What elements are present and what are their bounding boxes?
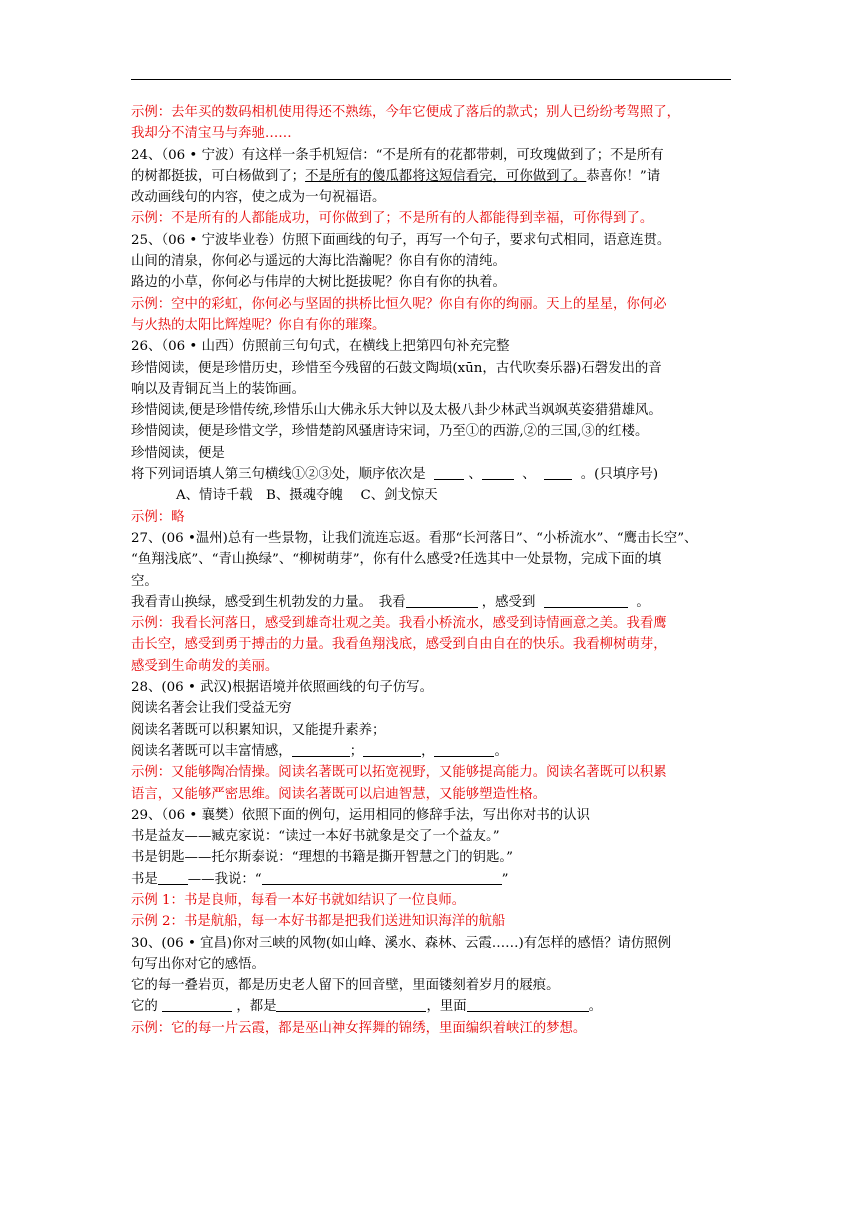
question-26-line: 珍惜阅读，便是珍惜历史，珍惜至今残留的石鼓文陶埙(xūn，古代吹奏乐器)石磬发出的音 [131,360,662,376]
question-29-line: 29、（06 • 襄樊）依照下面的例句，运用相同的修辞手法，写出你对书的认识 [131,807,590,823]
fill-blank[interactable] [363,742,421,757]
text-span: 将下列词语填人第三句横线①②③处，顺序依次是 [131,467,426,483]
answer-line: 示例：去年买的数码相机使用得还不熟练，今年它便成了落后的款式；别人已纷纷考驾照了， [131,105,681,120]
text-span: 的树都挺拔，可白杨做到了； [131,168,306,184]
answer-24: 示例：不是所有的人都能成功，可你做到了；不是所有的人都能得到幸福，可你得到了。 [131,211,654,227]
question-28-line: 28、(06 • 武汉)根据语境并依照画线的句子仿写。 [131,680,433,696]
answer-25: 与火热的太阳比辉煌呢？你自有你的璀璨。 [131,317,386,333]
question-27-line [131,592,733,613]
text-span: 。 [636,594,650,610]
question-27-line: 空。 [131,573,158,589]
question-30-line: 它的每一叠岩页，都是历史老人留下的回音壁，里面镂刻着岁月的屐痕。 [131,978,560,994]
answer-29: 示例 1：书是良师，每看一本好书就如结识了一位良师。 [131,892,466,908]
answer-27: 示例：我看长河落日，感受到雄奇壮观之美。我看小桥流水，感受到诗情画意之美。我看鹰 [131,616,667,632]
fill-blank[interactable] [434,465,464,480]
question-26-line: 珍惜阅读，便是 [131,445,225,461]
fill-blank[interactable] [292,742,350,757]
text-span: 、 [468,467,482,483]
question-29-line: 书是益友——臧克家说：“读过一本好书就象是交了一个益友。” [131,829,500,845]
text-span: ，都是 [236,999,277,1015]
answer-27: 击长空，感受到勇于搏击的力量。我看鱼翔浅底，感受到自由自在的快乐。我看柳树萌芽， [131,637,667,653]
fill-blank[interactable] [482,465,514,480]
fill-blank[interactable] [434,742,494,757]
text-span: 。 [588,999,603,1015]
question-30-line: 句写出你对它的感悟。 [131,956,265,972]
text-span: ，感受到 [481,594,536,610]
fill-blank[interactable] [262,870,502,885]
answer-25: 示例：空中的彩虹，你何必与坚固的拱桥比恒久呢？你自有你的绚丽。天上的星星，你何必 [131,296,667,312]
text-span: ，里面 [426,999,467,1015]
text-span: ， [421,743,435,759]
question-26-line: 响以及青铜瓦当上的装饰画。 [131,381,306,397]
question-29-line: 书是钥匙——托尔斯泰说：“理想的书籍是撕开智慧之门的钥匙。” [131,850,513,866]
question-25-line: 路边的小草，你何必与伟岸的大树比挺拔呢？你自有你的执着。 [131,275,506,291]
text-span: 。 [494,743,508,759]
question-30-line [131,996,733,1017]
question-24-line: 改动画线句的内容，使之成为一句祝福语。 [131,190,386,206]
question-26-line: 26、（06 • 山西）仿照前三句句式，在横线上把第四句补充完整 [131,339,510,355]
fill-blank[interactable] [158,870,188,885]
answer-30: 示例：它的每一片云霞，都是巫山神女挥舞的锦绣，里面编织着峡江的梦想。 [131,1020,587,1036]
document-body [131,102,733,1039]
answer-29: 示例 2：书是航船，每一本好书都是把我们送进知识海洋的航船 [131,914,506,930]
header-rule [131,79,731,80]
fill-blank[interactable] [276,997,426,1012]
question-24-line: 24、（06 • 宁波）有这样一条手机短信：“不是所有的花都带刺，可玫瑰做到了；不是所有 [131,147,664,163]
fill-blank[interactable] [544,593,628,608]
fill-blank[interactable] [406,593,478,608]
question-28-line [131,741,733,762]
question-27-line: 27、(06 •温州)总有一些景物，让我们流连忘返。看那“长河落日”、“小桥流水”、“鹰击长空”、 [131,530,698,546]
answer-26: 示例：略 [131,509,185,525]
text-span: 阅读名著既可以丰富情感， [131,743,292,759]
text-span: 、 [522,467,536,483]
text-span: ” [501,871,509,887]
question-28-line: 阅读名著会让我们受益无穷 [131,701,292,717]
underlined-sentence: 不是所有的傻瓜都将这短信看完，可你做到了。 [305,168,587,184]
fill-blank[interactable] [467,997,589,1012]
answer-28: 示例：又能够陶冶情操。阅读名著既可以拓宽视野，又能够提高能力。阅读名著既可以积累 [131,765,667,781]
text-span: ——我说：“ [187,871,262,887]
question-29-line [131,869,733,890]
question-26-line: 珍惜阅读,便是珍惜传统,珍惜乐山大佛永乐大钟以及太极八卦少林武当飒飒英姿猎猎雄风。 [131,403,662,419]
answer-28: 语言，又能够严密思维。阅读名著既可以启迪智慧，又能够塑造性格。 [131,786,547,802]
question-26-line: 珍惜阅读，便是珍惜文学，珍惜楚韵风骚唐诗宋词，乃至①的西游,②的三国,③的红楼。 [131,424,649,440]
answer-line: 我却分不清宝马与奔驰…… [131,126,292,142]
question-25-line: 25、（06 • 宁波毕业卷）仿照下面画线的句子，再写一个句子，要求句式相同，语意连贯。 [131,232,671,248]
answer-27: 感受到生命萌发的美丽。 [131,658,279,674]
question-26-options: A、情诗千载 B、摄魂夺魄 C、剑戈惊天 [176,488,438,504]
fill-blank[interactable] [544,465,572,480]
text-span: 书是 [131,871,158,887]
fill-blank[interactable] [162,997,232,1012]
question-30-line: 30、(06 • 宜昌)你对三峡的风物(如山峰、溪水、森林、云霞……)有怎样的感悟？请仿照例 [131,935,672,951]
question-25-line: 山间的清泉，你何必与遥远的大海比浩瀚呢？你自有你的清纯。 [131,254,506,270]
question-24-line [131,166,733,187]
question-26-line [131,464,733,485]
question-27-line: “鱼翔浅底”、“青山换绿”、“柳树萌芽”，你有什么感受?任选其中一处景物，完成下面的填 [131,552,662,568]
question-28-line: 阅读名著既可以积累知识，又能提升素养； [131,722,386,738]
text-span: ； [349,743,364,759]
text-span: 恭喜你！”请 [586,168,661,184]
text-span: 它的 [131,999,158,1015]
text-span: 我看青山换绿，感受到生机勃发的力量。 我看 [131,594,406,610]
text-span: 。(只填序号) [580,467,659,483]
